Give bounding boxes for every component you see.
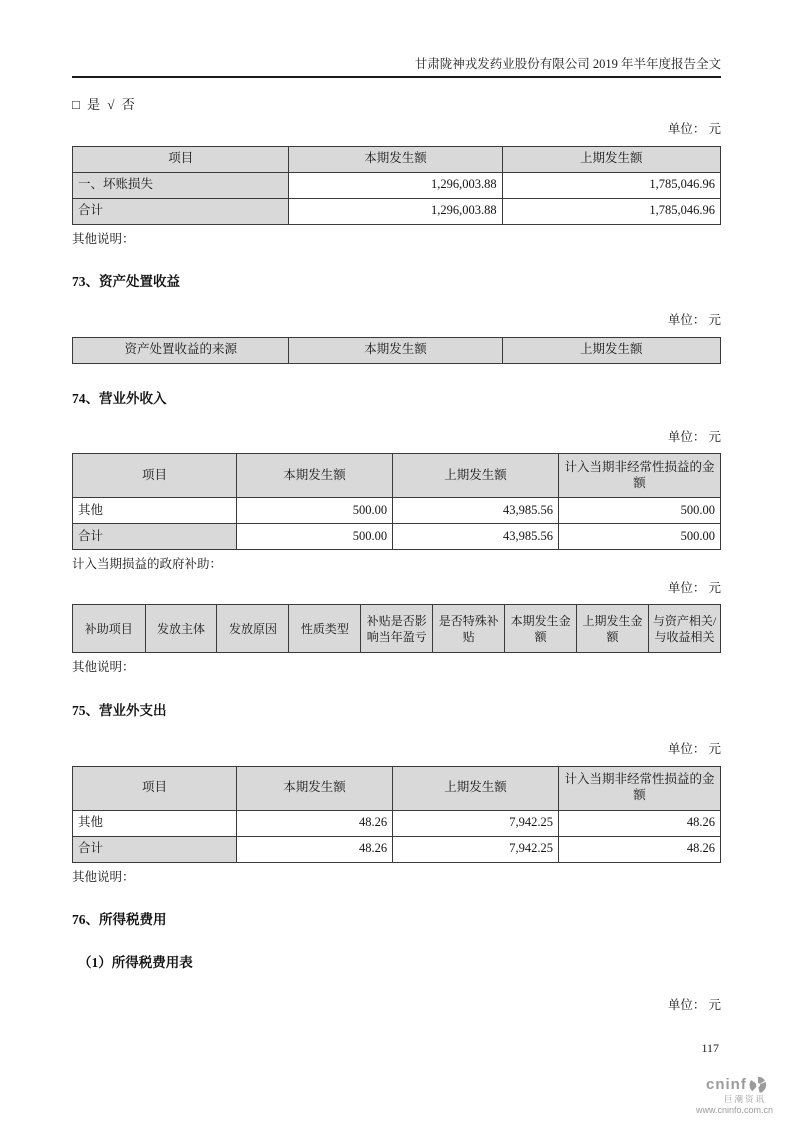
row-label-cell: 合计	[73, 836, 237, 862]
row-label-cell: 其他	[73, 810, 237, 836]
table-header-row	[73, 337, 721, 363]
value-cell: 1,785,046.96	[502, 198, 720, 224]
unit-label: 单位： 元	[667, 741, 721, 756]
row-label-cell: 其他	[73, 498, 237, 524]
header-cell: 项目	[73, 146, 289, 172]
value-cell: 500.00	[558, 498, 720, 524]
header-cell: 上期发生额	[393, 454, 559, 498]
value-cell: 7,942.25	[393, 810, 559, 836]
header-cell: 计入当期非经常性损益的金额	[558, 766, 720, 810]
header-cell: 本期发生额	[236, 766, 392, 810]
header-cell: 计入当期非经常性损益的金额	[558, 454, 720, 498]
header-cell: 补助项目	[73, 605, 146, 653]
value-cell: 1,785,046.96	[502, 172, 720, 198]
table-header-row	[73, 146, 721, 172]
table-row-total	[73, 524, 721, 550]
table-row	[73, 498, 721, 524]
document-page	[72, 0, 721, 1022]
unit-label: 单位： 元	[667, 997, 721, 1012]
cninf-name-cn: 巨潮资讯	[724, 1093, 767, 1104]
header-cell: 补贴是否影响当年盈亏	[361, 605, 433, 653]
value-cell: 43,985.56	[393, 524, 559, 550]
unit-label: 单位： 元	[667, 580, 721, 595]
bad-debt-table	[72, 146, 721, 225]
header-cell: 上期发生额	[502, 146, 720, 172]
cninf-swirl-icon	[749, 1076, 767, 1094]
table-row-total	[73, 836, 721, 862]
section-76-title: 76、所得税费用	[72, 912, 167, 928]
value-cell: 500.00	[236, 498, 392, 524]
asset-disposal-table	[72, 337, 721, 364]
other-notes-label: 其他说明：	[72, 869, 135, 884]
header-cell: 性质类型	[289, 605, 361, 653]
header-cell: 发放原因	[217, 605, 289, 653]
section-75-title: 75、营业外支出	[72, 703, 167, 718]
unit-label: 单位： 元	[667, 429, 721, 444]
value-cell: 500.00	[558, 524, 720, 550]
header-cell: 项目	[73, 766, 237, 810]
header-cell: 本期发生额	[289, 337, 502, 363]
value-cell: 1,296,003.88	[289, 172, 502, 198]
value-cell: 1,296,003.88	[289, 198, 502, 224]
gov-subsidy-table	[72, 604, 721, 653]
header-cell: 本期发生金额	[505, 605, 577, 653]
header-cell: 上期发生额	[393, 766, 559, 810]
value-cell: 48.26	[558, 836, 720, 862]
other-notes-label: 其他说明：	[72, 660, 135, 675]
table-row-total	[73, 198, 721, 224]
page-title: 甘肃陇神戎发药业股份有限公司 2019 年半年度报告全文	[414, 57, 721, 71]
page-number: 117	[701, 1041, 719, 1055]
value-cell: 43,985.56	[393, 498, 559, 524]
unit-label: 单位： 元	[667, 313, 721, 327]
non-operating-income-table	[72, 453, 721, 550]
table-row	[73, 172, 721, 198]
row-label-cell: 合计	[73, 198, 289, 224]
header-cell: 发放主体	[145, 605, 217, 653]
cninf-url: www.cninfo.com.cn	[696, 1105, 774, 1116]
header-cell: 上期发生金额	[577, 605, 649, 653]
other-notes-label: 其他说明：	[72, 231, 135, 246]
yes-no-checkbox-line: □ 是 √ 否	[72, 96, 137, 112]
header-cell: 本期发生额	[236, 454, 392, 498]
table-header-row	[73, 454, 721, 498]
header-cell: 本期发生额	[289, 146, 502, 172]
value-cell: 7,942.25	[393, 836, 559, 862]
value-cell: 48.26	[236, 810, 392, 836]
table-header-row	[73, 766, 721, 810]
table-row	[73, 810, 721, 836]
header-cell: 上期发生额	[502, 337, 720, 363]
header-cell: 是否特殊补贴	[433, 605, 505, 653]
header-cell: 项目	[73, 454, 237, 498]
row-label-cell: 合计	[73, 524, 237, 550]
section-74-title: 74、营业外收入	[72, 390, 167, 406]
table-header-row	[73, 605, 721, 653]
value-cell: 48.26	[236, 836, 392, 862]
header-cell: 资产处置收益的来源	[73, 337, 289, 363]
gov-subsidy-note: 计入当期损益的政府补助：	[72, 557, 223, 572]
section-76-subtitle: （1）所得税费用表	[78, 955, 193, 970]
non-operating-expense-table	[72, 766, 721, 863]
row-label-cell: 一、坏账损失	[73, 172, 289, 198]
unit-label: 单位： 元	[667, 121, 721, 136]
header-cell: 与资产相关/与收益相关	[649, 605, 721, 653]
cninf-brand: cninf	[706, 1076, 747, 1093]
section-73-title: 73、资产处置收益	[72, 274, 180, 290]
value-cell: 48.26	[558, 810, 720, 836]
cninf-logo	[696, 1076, 788, 1117]
value-cell: 500.00	[236, 524, 392, 550]
cninf-brand-row	[696, 1076, 788, 1095]
page-header	[72, 0, 721, 78]
